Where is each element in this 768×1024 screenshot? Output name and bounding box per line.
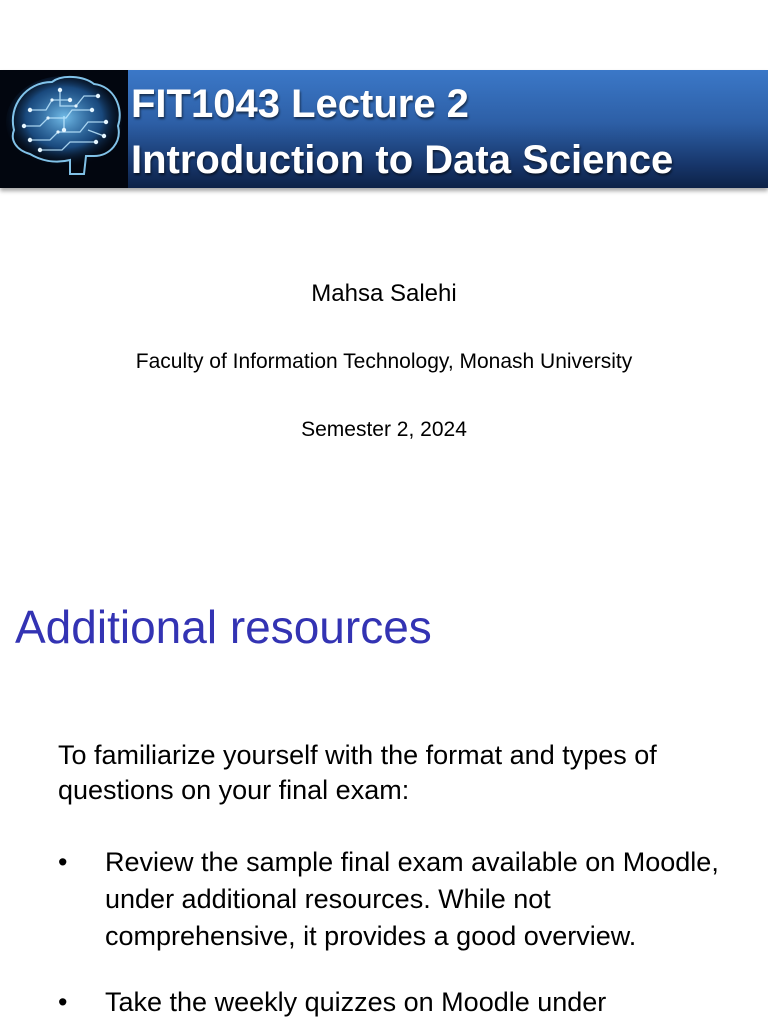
author-name: Mahsa Salehi <box>311 280 457 307</box>
section-heading: Additional resources <box>15 601 432 653</box>
title-banner <box>0 70 768 188</box>
bullet-marker: • <box>58 987 68 1017</box>
faculty-name: Faculty of Information Technology, Monash University <box>135 350 633 373</box>
title-line-2: Introduction to Data Science <box>131 138 674 182</box>
slide-title <box>131 76 673 188</box>
list-item <box>58 984 738 1024</box>
list-item <box>58 844 738 964</box>
semester-label: Semester 2, 2024 <box>301 418 467 441</box>
bullet-text: Review the sample final exam available on Moodle, under additional resources. While not comprehensive, it provides a good overview. <box>105 847 719 951</box>
intro-paragraph: To familiarize yourself with the format and types of questions on your final exam: <box>58 740 657 805</box>
bullet-text: Take the weekly quizzes on Moodle under <box>105 987 607 1017</box>
circuit-brain-icon <box>0 70 128 188</box>
title-line-1: FIT1043 Lecture 2 <box>131 82 469 126</box>
bullet-marker: • <box>58 847 68 877</box>
